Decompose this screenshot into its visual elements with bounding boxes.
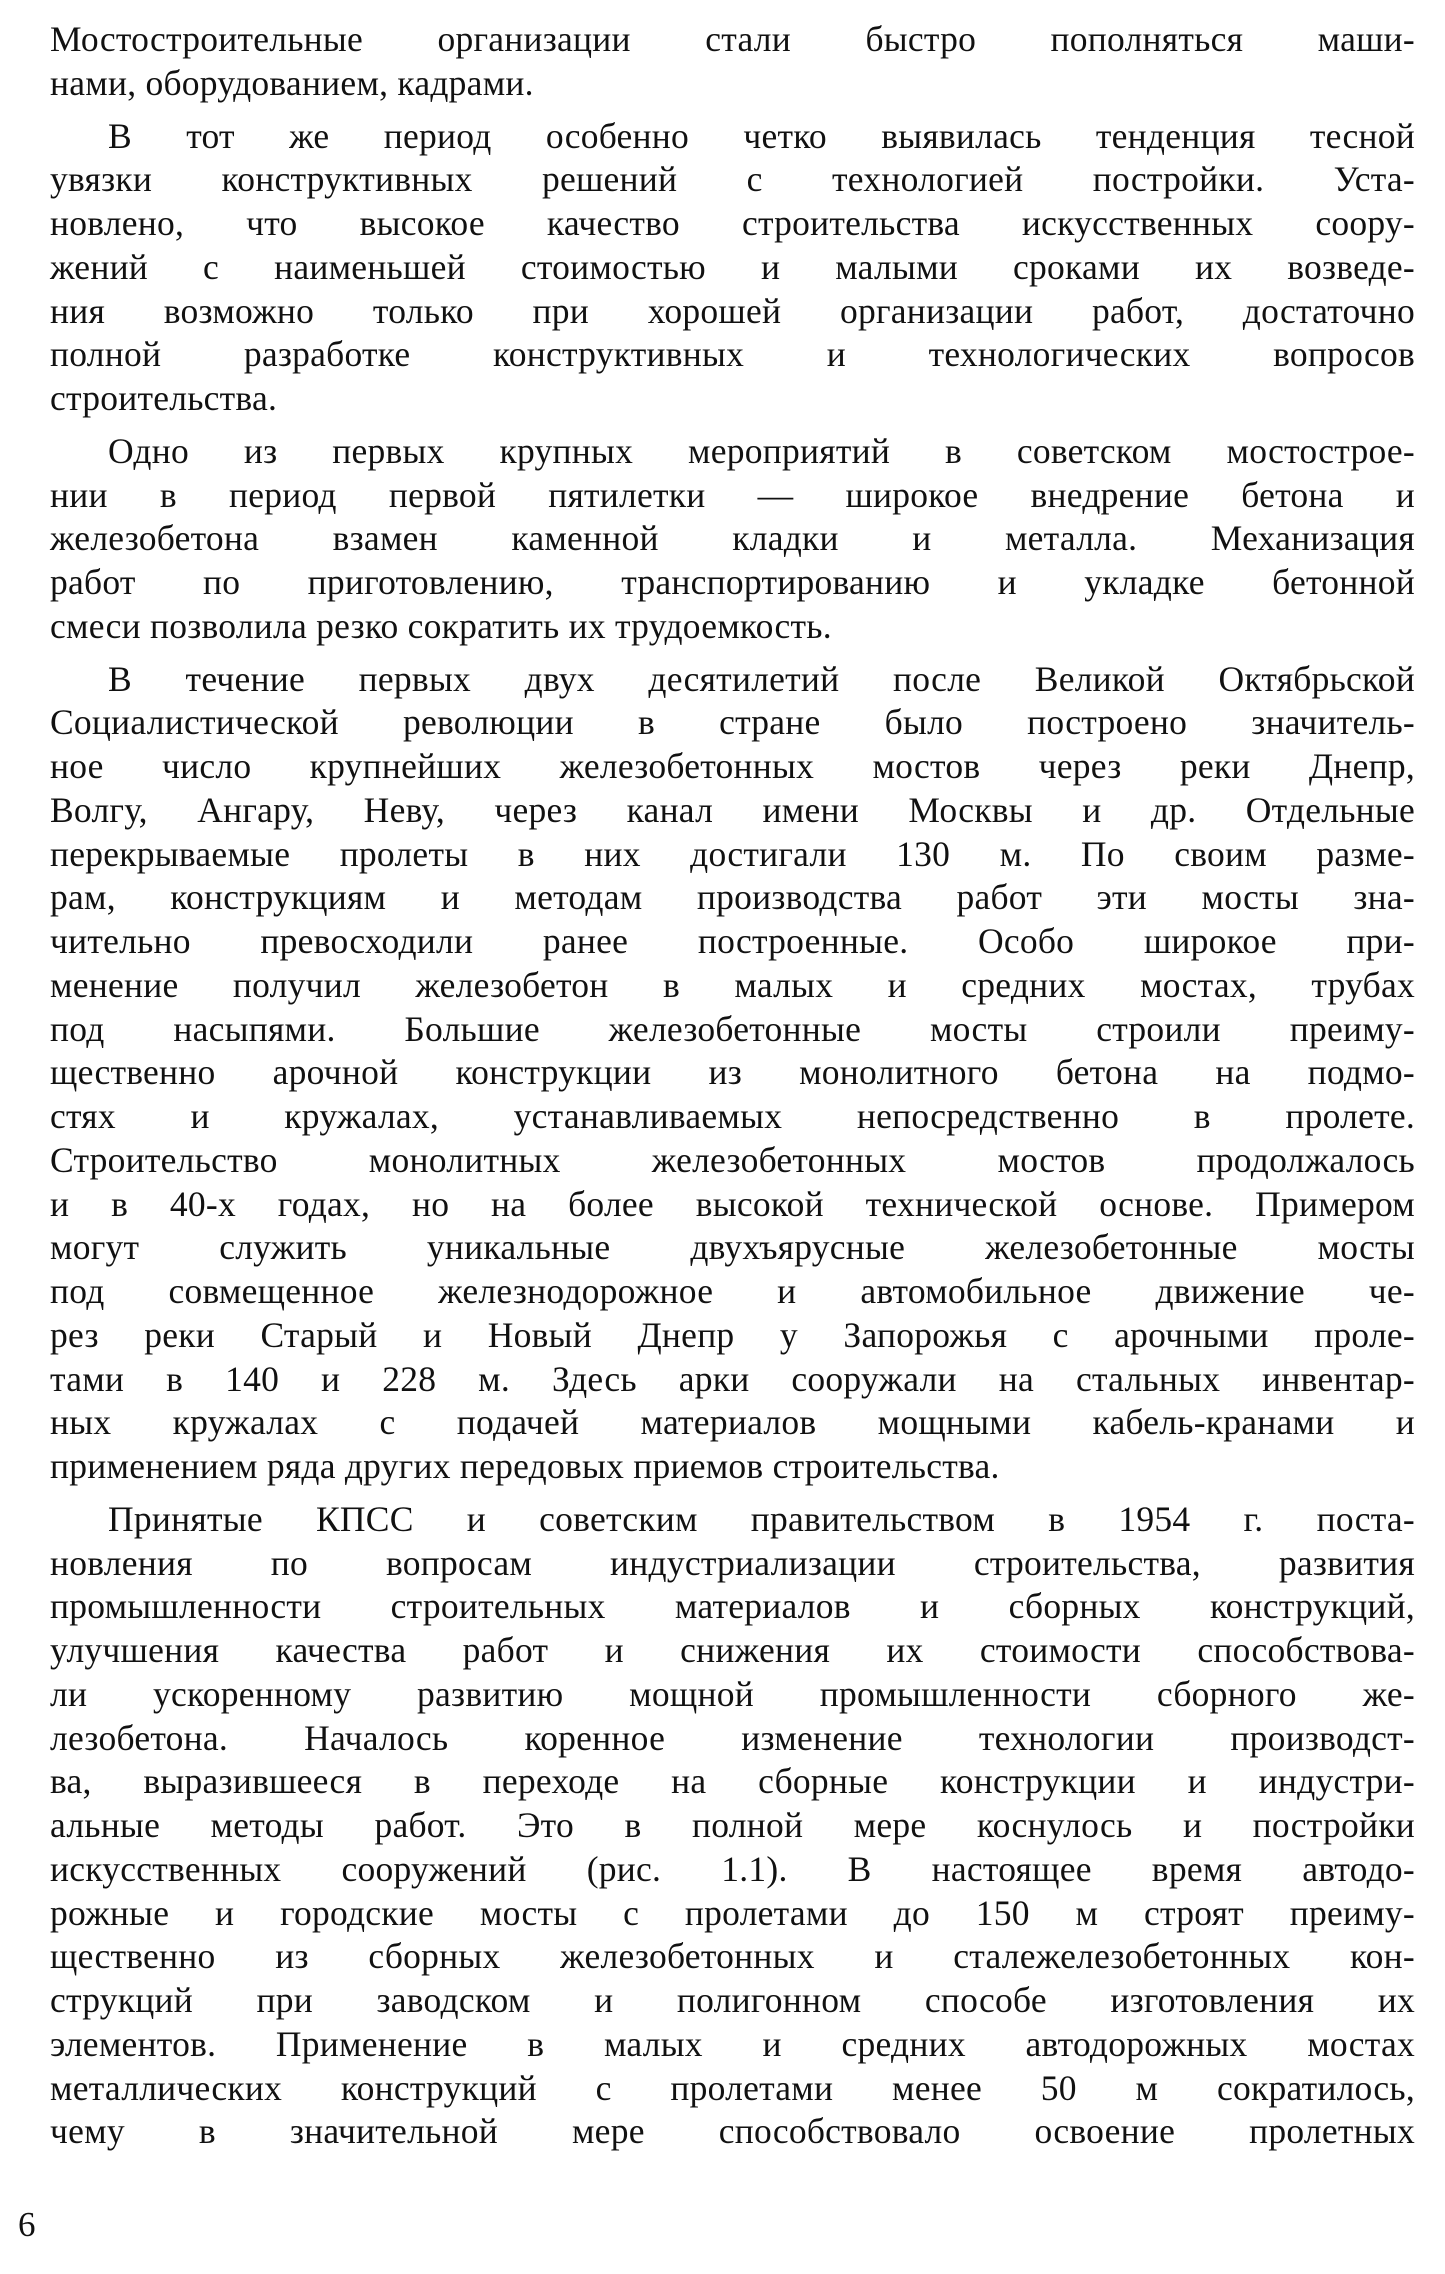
text-line: железобетона взамен каменной кладки и металла. Механизация	[50, 518, 1415, 559]
text-line: искусственных сооружений (рис. 1.1). В настоящее время автодо-	[50, 1848, 1415, 1889]
text-line: менение получил железобетон в малых и средних мостах, трубах	[50, 964, 1415, 1005]
text-line: нами, оборудованием, кадрами.	[50, 62, 534, 103]
text-line: под насыпями. Большие железобетонные мосты строили преиму-	[50, 1008, 1415, 1049]
paragraph-4	[50, 658, 1415, 1489]
text-line: применением ряда других передовых приемов строительства.	[50, 1446, 1000, 1486]
text-line: щественно из сборных железобетонных и сталежелезобетонных кон-	[50, 1936, 1415, 1977]
text-line: ния возможно только при хорошей организации работ, достаточно	[50, 290, 1415, 331]
page-number: 6	[18, 2205, 36, 2244]
paragraph-1	[50, 18, 1415, 106]
text-line: ва, выразившееся в переходе на сборные конструкции и индустри-	[50, 1761, 1415, 1802]
text-line: металлических конструкций с пролетами менее 50 м сократилось,	[50, 2067, 1415, 2108]
text-line: Социалистической революции в стране было построено значитель-	[50, 702, 1415, 743]
paragraph-2	[50, 115, 1415, 421]
text-line: ное число крупнейших железобетонных мостов через реки Днепр,	[50, 746, 1415, 786]
text-line: промышленности строительных материалов и сборных конструкций,	[50, 1586, 1415, 1627]
text-line: рез реки Старый и Новый Днепр у Запорожья с арочными проле-	[50, 1314, 1415, 1355]
text-line: полной разработке конструктивных и технологических вопросов	[50, 334, 1415, 375]
text-line: рожные и городские мосты с пролетами до 150 м строят преиму-	[50, 1892, 1415, 1933]
text-line: смеси позволила резко сократить их трудоемкость.	[50, 605, 832, 646]
text-line: перекрываемые пролеты в них достигали 130 м. По своим разме-	[50, 833, 1415, 874]
text-line: рам, конструкциям и методам производства работ эти мосты зна-	[50, 877, 1415, 918]
text-line: новлено, что высокое качество строительства искусственных соору-	[50, 203, 1415, 243]
paragraph-3	[50, 430, 1415, 649]
text-line: под совмещенное железнодорожное и автомобильное движение че-	[50, 1271, 1415, 1311]
text-line: чительно превосходили ранее построенные. Особо широкое при-	[50, 921, 1415, 961]
text-line: увязки конструктивных решений с технологией постройки. Уста-	[50, 159, 1415, 200]
text-line: Одно из первых крупных мероприятий в советском мостострое-	[108, 430, 1415, 471]
text-line: ных кружалах с подачей материалов мощными кабель-кранами и	[50, 1402, 1415, 1443]
text-line: и в 40-х годах, но на более высокой технической основе. Примером	[50, 1183, 1415, 1224]
text-line: нии в период первой пятилетки — широкое внедрение бетона и	[50, 474, 1415, 515]
text-line: жений с наименьшей стоимостью и малыми сроками их возведе-	[50, 246, 1415, 287]
text-line: новления по вопросам индустриализации строительства, развития	[50, 1542, 1415, 1583]
text-line: ли ускоренному развитию мощной промышленности сборного же-	[50, 1673, 1415, 1714]
text-line: элементов. Применение в малых и средних автодорожных мостах	[50, 2023, 1415, 2064]
text-line: В течение первых двух десятилетий после Великой Октябрьской	[108, 658, 1415, 699]
body-text	[50, 18, 1415, 2163]
text-line: чему в значительной мере способствовало освоение пролетных	[50, 2111, 1415, 2152]
text-line: Мостостроительные организации стали быстро пополняться маши-	[50, 19, 1415, 59]
text-line: тами в 140 и 228 м. Здесь арки сооружали на стальных инвентар-	[50, 1358, 1415, 1399]
text-line: Строительство монолитных железобетонных мостов продолжалось	[50, 1139, 1415, 1180]
text-line: Волгу, Ангару, Неву, через канал имени Москвы и др. Отдельные	[50, 789, 1415, 830]
text-line: альные методы работ. Это в полной мере коснулось и постройки	[50, 1805, 1415, 1845]
text-line: стях и кружалах, устанавливаемых непосредственно в пролете.	[50, 1096, 1415, 1136]
text-line: улучшения качества работ и снижения их стоимости способствова-	[50, 1630, 1415, 1670]
text-line: могут служить уникальные двухъярусные железобетонные мосты	[50, 1227, 1415, 1268]
text-line: лезобетона. Началось коренное изменение технологии производст-	[50, 1717, 1415, 1758]
text-line: работ по приготовлению, транспортированию и укладке бетонной	[50, 562, 1415, 602]
text-line: строительства.	[50, 378, 278, 418]
text-line: Принятые КПСС и советским правительством в 1954 г. поста-	[108, 1498, 1415, 1539]
text-line: В тот же период особенно четко выявилась тенденция тесной	[108, 115, 1415, 156]
text-line: щественно арочной конструкции из монолитного бетона на подмо-	[50, 1052, 1415, 1093]
paragraph-5	[50, 1498, 1415, 2154]
text-line: струкций при заводском и полигонном способе изготовления их	[50, 1980, 1415, 2020]
